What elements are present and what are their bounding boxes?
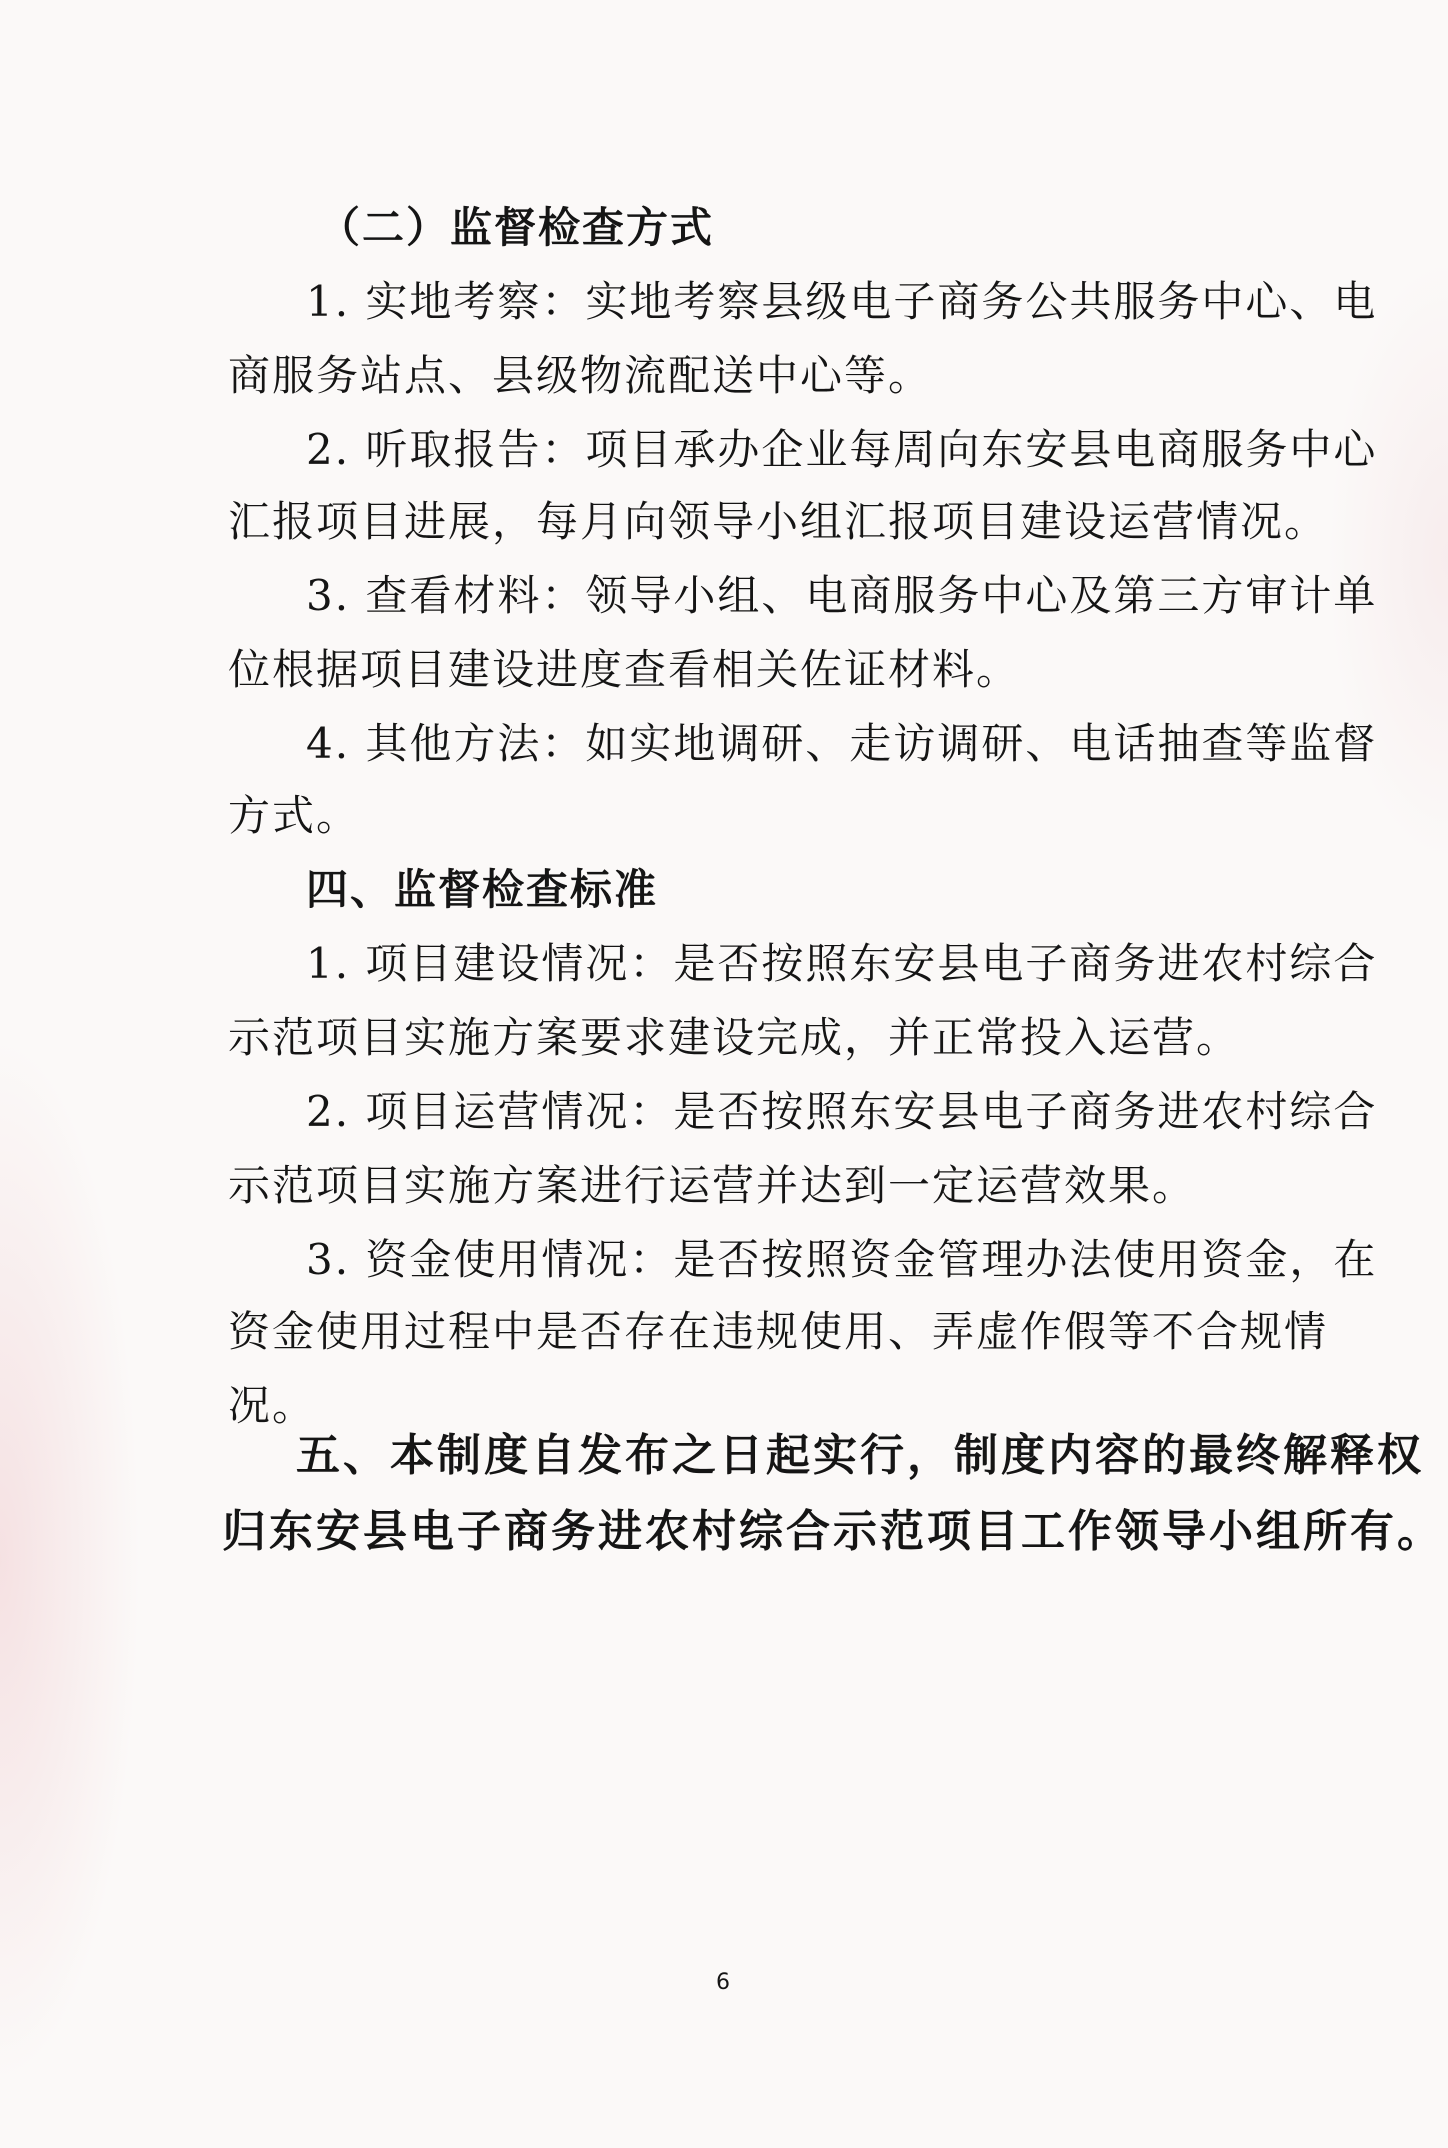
method-2-line-1: 2. 听取报告：项目承办企业每周向东安县电商服务中心 bbox=[306, 425, 1378, 474]
page-number: 6 bbox=[716, 1970, 730, 1995]
section-subheading-supervision-methods: （二）监督检查方式 bbox=[318, 203, 715, 252]
section-five-line-2: 归东安县电子商务进农村综合示范项目工作领导小组所有。 bbox=[222, 1506, 1444, 1557]
method-3-line-1: 3. 查看材料：领导小组、电商服务中心及第三方审计单 bbox=[306, 571, 1378, 620]
standard-2-line-2: 示范项目实施方案进行运营并达到一定运营效果。 bbox=[228, 1161, 1197, 1210]
standard-3-line-3: 况。 bbox=[228, 1381, 317, 1430]
method-1-line-2: 商服务站点、县级物流配送中心等。 bbox=[228, 351, 933, 400]
method-4-line-1: 4. 其他方法：如实地调研、走访调研、电话抽查等监督 bbox=[306, 719, 1378, 768]
standard-2-line-1: 2. 项目运营情况：是否按照东安县电子商务进农村综合 bbox=[306, 1087, 1378, 1136]
section-five-line-1: 五、本制度自发布之日起实行，制度内容的最终解释权 bbox=[296, 1430, 1424, 1481]
method-3-line-2: 位根据项目建设进度查看相关佐证材料。 bbox=[228, 645, 1021, 694]
standard-3-line-1: 3. 资金使用情况：是否按照资金管理办法使用资金，在 bbox=[306, 1235, 1378, 1284]
standard-1-line-1: 1. 项目建设情况：是否按照东安县电子商务进农村综合 bbox=[306, 939, 1378, 988]
section-four-heading: 四、监督检查标准 bbox=[306, 865, 659, 914]
standard-3-line-2: 资金使用过程中是否存在违规使用、弄虚作假等不合规情 bbox=[228, 1307, 1329, 1356]
method-1-line-1: 1. 实地考察：实地考察县级电子商务公共服务中心、电 bbox=[306, 277, 1378, 326]
standard-1-line-2: 示范项目实施方案要求建设完成，并正常投入运营。 bbox=[228, 1013, 1241, 1062]
method-2-line-2: 汇报项目进展，每月向领导小组汇报项目建设运营情况。 bbox=[228, 497, 1329, 546]
method-4-line-2: 方式。 bbox=[228, 791, 361, 840]
